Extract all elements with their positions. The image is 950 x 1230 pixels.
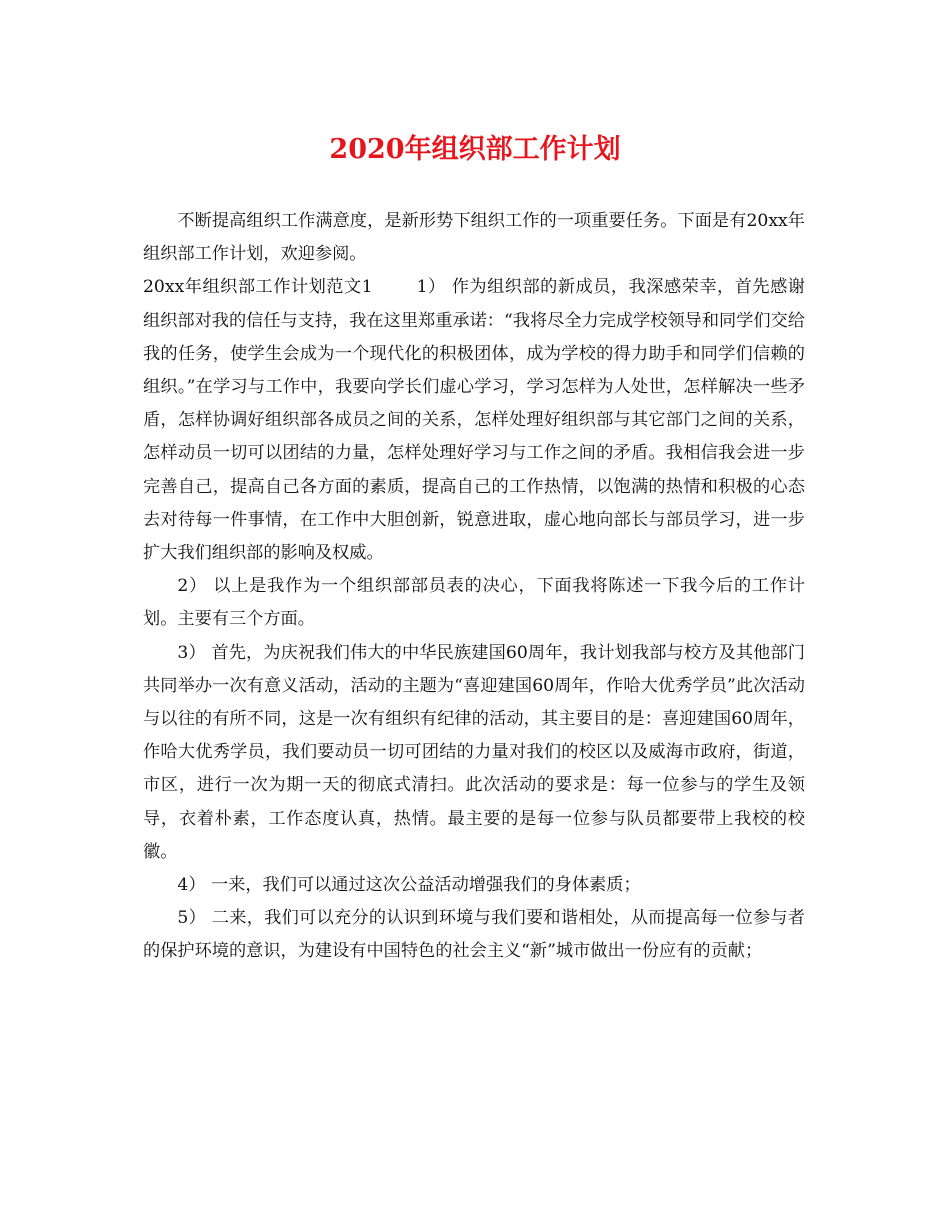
document-title: 2020年组织部工作计划 — [329, 134, 621, 165]
paragraph-5: 5） 二来，我们可以充分的认识到环境与我们要和谐相处，从而提高每一位参与者的保护环境的意识，为建设有中国特色的社会主义“新”城市做出一份应有的贡献； — [143, 908, 805, 962]
intro-paragraph: 不断提高组织工作满意度，是新形势下组织工作的一项重要任务。下面是有20xx年组织部工作计划，欢迎参阅。 — [143, 211, 805, 265]
document-body — [143, 205, 805, 969]
paragraph-1-text: 1） 作为组织部的新成员，我深感荣幸，首先感谢组织部对我的信任与支持，我在这里郑重承诺：“我将尽全力完成学校领导和同学们交给我的任务，使学生会成为一个现代化的积极团体，成为学校的得力助手和同学们信赖的组织。”在学习与工作中，我要向学长们虚心学习，学习怎样为人处世，怎样解决一些矛盾，怎样协调好组织部各成员之间的关系，怎样处理好组织部与其它部门之间的关系，怎样动员一切可以团结的力量，怎样处理好学习与工作之间的矛盾。我相信我会进一步完善自己，提高自己各方面的素质，提高自己的工作热情，以饱满的热情和积极的心态去对待每一件事情，在工作中大胆创新，锐意进取，虚心地向部长与部员学习，进一步扩大我们组织部的影响及权威。 — [143, 277, 805, 564]
paragraph-2: 2） 以上是我作为一个组织部部员表的决心，下面我将陈述一下我今后的工作计划。主要有三个方面。 — [143, 576, 805, 630]
sample-paragraph — [143, 271, 805, 570]
paragraph-3: 3） 首先，为庆祝我们伟大的中华民族建国60周年，我计划我部与校方及其他部门共同举办一次有意义活动，活动的主题为“喜迎建国60周年，作哈大优秀学员”此次活动与以往的有所不同，这是一次有组织有纪律的活动，其主要目的是：喜迎建国60周年，作哈大优秀学员，我们要动员一切可团结的力量对我们的校区以及威海市政府，街道，市区，进行一次为期一天的彻底式清扫。此次活动的要求是：每一位参与的学生及领导，衣着朴素，工作态度认真，热情。最主要的是每一位参与队员都要带上我校的校徽。 — [143, 642, 805, 862]
sample-label: 20xx年组织部工作计划范文1 — [143, 277, 373, 298]
paragraph-4: 4） 一来，我们可以通过这次公益活动增强我们的身体素质； — [177, 875, 641, 896]
